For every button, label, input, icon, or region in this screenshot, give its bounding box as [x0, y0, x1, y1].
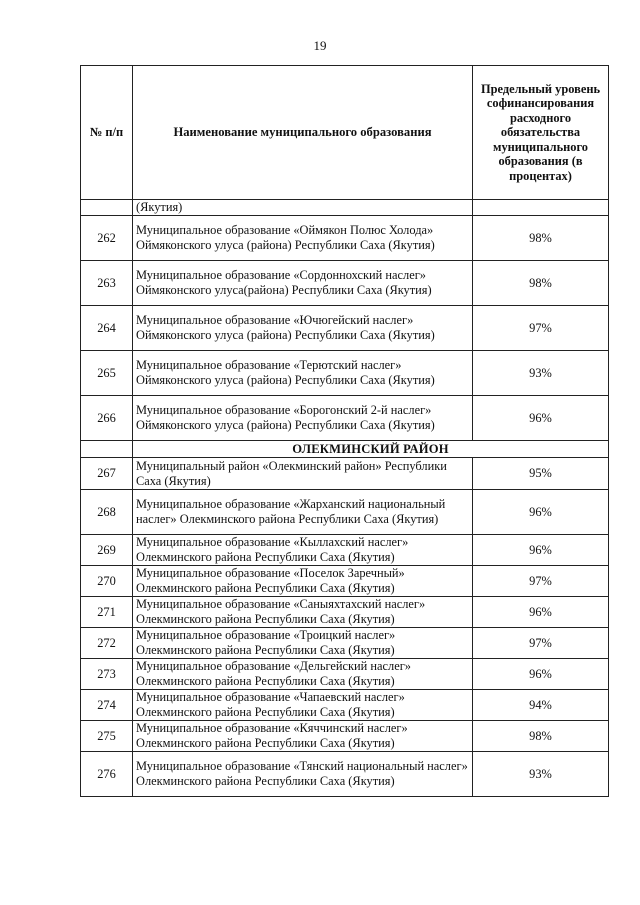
cell-name: Муниципальное образование «Саныяхтахский наслег» Олекминского района Республики Саха (Якутия): [133, 597, 473, 628]
cell-name: (Якутия): [133, 200, 473, 216]
cell-name: Муниципальное образование «Кяччинский наслег» Олекминского района Республики Саха (Якутия): [133, 721, 473, 752]
table-row: [81, 306, 609, 351]
cell-percent: 96%: [473, 659, 609, 690]
cell-num: 276: [81, 752, 133, 797]
cell-name: Муниципальное образование «Терютский наслег» Оймяконского улуса (района) Республики Саха (Якутия): [133, 351, 473, 396]
cell-num: 275: [81, 721, 133, 752]
cell-name: Муниципальное образование «Ючюгейский наслег» Оймяконского улуса (района) Республики Саха (Якутия): [133, 306, 473, 351]
cell-percent: 98%: [473, 216, 609, 261]
cell-name: Муниципальное образование «Дельгейский наслег» Олекминского района Республики Саха (Якутия): [133, 659, 473, 690]
table-row: [81, 351, 609, 396]
cell-num: 266: [81, 396, 133, 441]
cell-name: Муниципальный район «Олекминский район» Республики Саха (Якутия): [133, 458, 473, 490]
cell-percent: 97%: [473, 628, 609, 659]
cell-num: 265: [81, 351, 133, 396]
header-percent: Предельный уровень софинансирования расходного обязательства муниципального образования (в процентах): [473, 66, 609, 200]
cell-percent: [473, 200, 609, 216]
table-row: [81, 535, 609, 566]
header-name: Наименование муниципального образования: [133, 66, 473, 200]
cell-num: 272: [81, 628, 133, 659]
cell-name: Муниципальное образование «Жарханский национальный наслег» Олекминского района Республики Саха (Якутия): [133, 490, 473, 535]
cell-name: Муниципальное образование «Тянский национальный наслег» Олекминского района Республики Саха (Якутия): [133, 752, 473, 797]
cell-num: 274: [81, 690, 133, 721]
page-number: 19: [313, 38, 327, 53]
cell-num: [81, 200, 133, 216]
table-row: [81, 690, 609, 721]
cell-percent: 96%: [473, 535, 609, 566]
table-row: [81, 597, 609, 628]
cell-percent: 98%: [473, 721, 609, 752]
table-header-row: [81, 66, 609, 200]
table-row-continuation: [81, 200, 609, 216]
header-num: № п/п: [81, 66, 133, 200]
cell-percent: 94%: [473, 690, 609, 721]
table-row: [81, 566, 609, 597]
cell-num: [81, 441, 133, 458]
cell-name: Муниципальное образование «Кыллахский наслег» Олекминского района Республики Саха (Якутия): [133, 535, 473, 566]
cell-name: Муниципальное образование «Оймякон Полюс Холода» Оймяконского улуса (района) Республики Саха (Якутия): [133, 216, 473, 261]
cell-num: 268: [81, 490, 133, 535]
table-row: [81, 261, 609, 306]
table-row: [81, 752, 609, 797]
cell-percent: 93%: [473, 752, 609, 797]
cell-num: 267: [81, 458, 133, 490]
table-row: [81, 396, 609, 441]
cell-percent: 97%: [473, 306, 609, 351]
table-row: [81, 490, 609, 535]
table-row: [81, 458, 609, 490]
table-row: [81, 628, 609, 659]
table-row: [81, 659, 609, 690]
cell-percent: 98%: [473, 261, 609, 306]
cell-percent: 95%: [473, 458, 609, 490]
region-heading-row: [81, 441, 609, 458]
cell-num: 273: [81, 659, 133, 690]
table-row: [81, 216, 609, 261]
cell-name: Муниципальное образование «Троицкий наслег» Олекминского района Республики Саха (Якутия): [133, 628, 473, 659]
cell-name: Муниципальное образование «Чапаевский наслег» Олекминского района Республики Саха (Якутия): [133, 690, 473, 721]
region-heading: ОЛЕКМИНСКИЙ РАЙОН: [133, 441, 609, 458]
cell-name: Муниципальное образование «Сордоннохский наслег» Оймяконского улуса(района) Республики Саха (Якутия): [133, 261, 473, 306]
cell-name: Муниципальное образование «Борогонский 2-й наслег» Оймяконского улуса (района) Республики Саха (Якутия): [133, 396, 473, 441]
cell-percent: 96%: [473, 396, 609, 441]
table-row: [81, 721, 609, 752]
cell-percent: 96%: [473, 490, 609, 535]
cell-percent: 96%: [473, 597, 609, 628]
cell-num: 269: [81, 535, 133, 566]
cell-num: 264: [81, 306, 133, 351]
cell-num: 263: [81, 261, 133, 306]
cell-num: 271: [81, 597, 133, 628]
cell-percent: 97%: [473, 566, 609, 597]
cell-num: 262: [81, 216, 133, 261]
cofinancing-table: [80, 65, 609, 797]
cell-percent: 93%: [473, 351, 609, 396]
cell-num: 270: [81, 566, 133, 597]
cell-name: Муниципальное образование «Поселок Заречный» Олекминского района Республики Саха (Якутия): [133, 566, 473, 597]
